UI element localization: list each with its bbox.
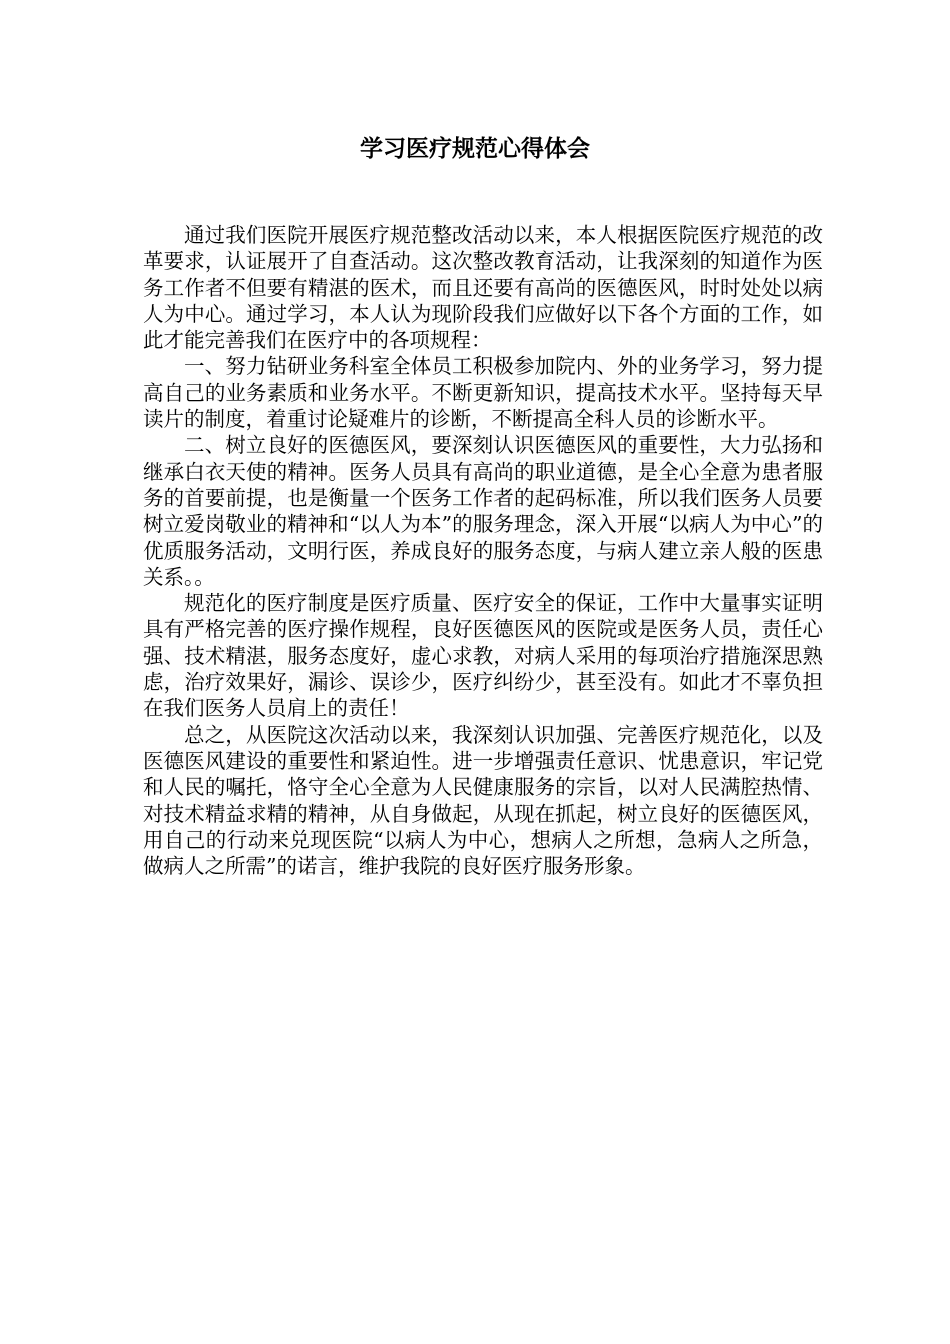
paragraph-conclusion: 总之，从医院这次活动以来，我深刻认识加强、完善医疗规范化，以及医德医风建设的重要性和紧迫性。进一步增强责任意识、忧患意识，牢记党和人民的嘱托，恪守全心全意为人民健康服务的宗旨，以对人民满腔热情、对技术精益求精的精神，从自身做起，从现在抓起，树立良好的医德医风，用自己的行动来兑现医院“以病人为中心，想病人之所想，急病人之所急，做病人之所需”的诺言，维护我院的良好医疗服务形象。 bbox=[143, 722, 823, 879]
document-title: 学习医疗规范心得体会 bbox=[360, 136, 590, 162]
paragraph-intro: 通过我们医院开展医疗规范整改活动以来，本人根据医院医疗规范的改革要求，认证展开了自查活动。这次整改教育活动，让我深刻的知道作为医务工作者不但要有精湛的医术，而且还要有高尚的医德医风，时时处处以病人为中心。通过学习，本人认为现阶段我们应做好以下各个方面的工作，如此才能完善我们在医疗中的各项规程： bbox=[143, 223, 823, 353]
paragraph-point-two: 二、树立良好的医德医风，要深刻认识医德医风的重要性，大力弘扬和继承白衣天使的精神。医务人员具有高尚的职业道德，是全心全意为患者服务的首要前提，也是衡量一个医务工作者的起码标准，所以我们医务人员要树立爱岗敬业的精神和“以人为本”的服务理念，深入开展“以病人为中心”的优质服务活动，文明行医，养成良好的服务态度，与病人建立亲人般的医患关系。。 bbox=[143, 433, 823, 589]
paragraph-standardization: 规范化的医疗制度是医疗质量、医疗安全的保证，工作中大量事实证明具有严格完善的医疗操作规程，良好医德医风的医院或是医务人员，责任心强、技术精湛，服务态度好，虚心求教，对病人采用的每项治疗措施深思熟虑，治疗效果好，漏诊、误诊少，医疗纠纷少，甚至没有。如此才不辜负担在我们医务人员肩上的责任！ bbox=[143, 591, 823, 721]
paragraph-point-one: 一、努力钻研业务科室全体员工积极参加院内、外的业务学习，努力提高自己的业务素质和业务水平。不断更新知识，提高技术水平。坚持每天早读片的制度，着重讨论疑难片的诊断，不断提高全科人员的诊断水平。 bbox=[143, 354, 823, 432]
document-body bbox=[143, 222, 823, 879]
